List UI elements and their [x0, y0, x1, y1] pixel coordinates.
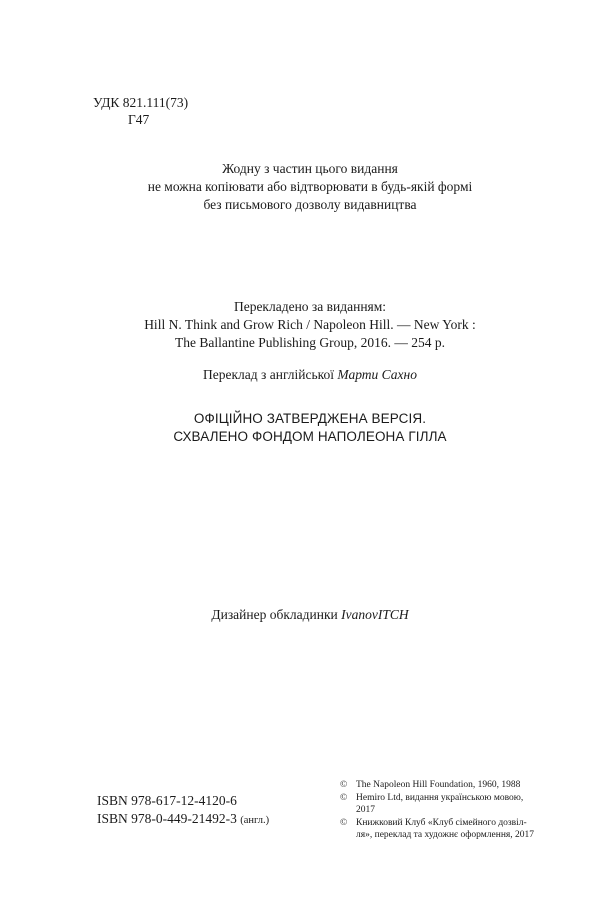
cover-designer-credit — [0, 606, 600, 624]
translation-credit — [0, 366, 600, 384]
udc-code: УДК 821.111(73) — [93, 95, 189, 110]
isbn-english-note: (англ.) — [240, 815, 270, 826]
copyright-text: The Napoleon Hill Foundation, 1960, 1988 — [356, 780, 521, 790]
rights-notice — [0, 160, 600, 214]
rights-line: Жодну з частин цього видання — [222, 161, 398, 176]
copyright-block — [340, 779, 540, 842]
isbn-block — [97, 792, 269, 830]
designer-name: IvanovITCH — [341, 607, 409, 622]
udc-block — [93, 94, 188, 128]
author-mark: Г47 — [128, 112, 150, 127]
designer-prefix: Дизайнер обкладинки — [211, 607, 342, 622]
copyright-text-continued: ля», переклад та художнє оформлення, 2017 — [356, 830, 535, 840]
copyright-item — [340, 817, 540, 830]
isbn-english — [97, 810, 269, 830]
approved-line: СХВАЛЕНО ФОНДОМ НАПОЛЕОНА ГІЛЛА — [173, 429, 447, 444]
source-heading: Перекладено за виданням: — [233, 299, 387, 314]
copyright-text: Hemiro Ltd, видання українською мовою, 2017 — [356, 792, 524, 815]
copyright-icon: © — [340, 780, 348, 790]
translator-name: Марти Сахно — [337, 367, 417, 382]
source-line: Hill N. Think and Grow Rich / Napoleon Hill. — New York : — [144, 317, 476, 332]
copyright-item — [340, 779, 540, 792]
isbn-english-number: ISBN 978-0-449-21492-3 — [97, 811, 237, 826]
isbn-ukrainian: ISBN 978-617-12-4120-6 — [97, 793, 237, 808]
rights-line: не можна копіювати або відтворювати в будь-якій формі — [147, 179, 473, 194]
rights-line: без письмового дозволу видавництва — [203, 197, 417, 212]
copyright-text: Книжковий Клуб «Клуб сімейного дозвіл- — [356, 817, 527, 828]
copyright-icon: © — [340, 792, 348, 803]
copyright-item — [340, 792, 540, 817]
source-line: The Ballantine Publishing Group, 2016. — 254 p. — [175, 335, 445, 350]
approved-version-notice — [0, 410, 600, 446]
approved-line: ОФІЦІЙНО ЗАТВЕРДЖЕНА ВЕРСІЯ. — [193, 411, 427, 426]
source-edition — [0, 298, 600, 352]
translation-prefix: Переклад з англійської — [203, 367, 338, 382]
copyright-icon: © — [340, 817, 348, 828]
